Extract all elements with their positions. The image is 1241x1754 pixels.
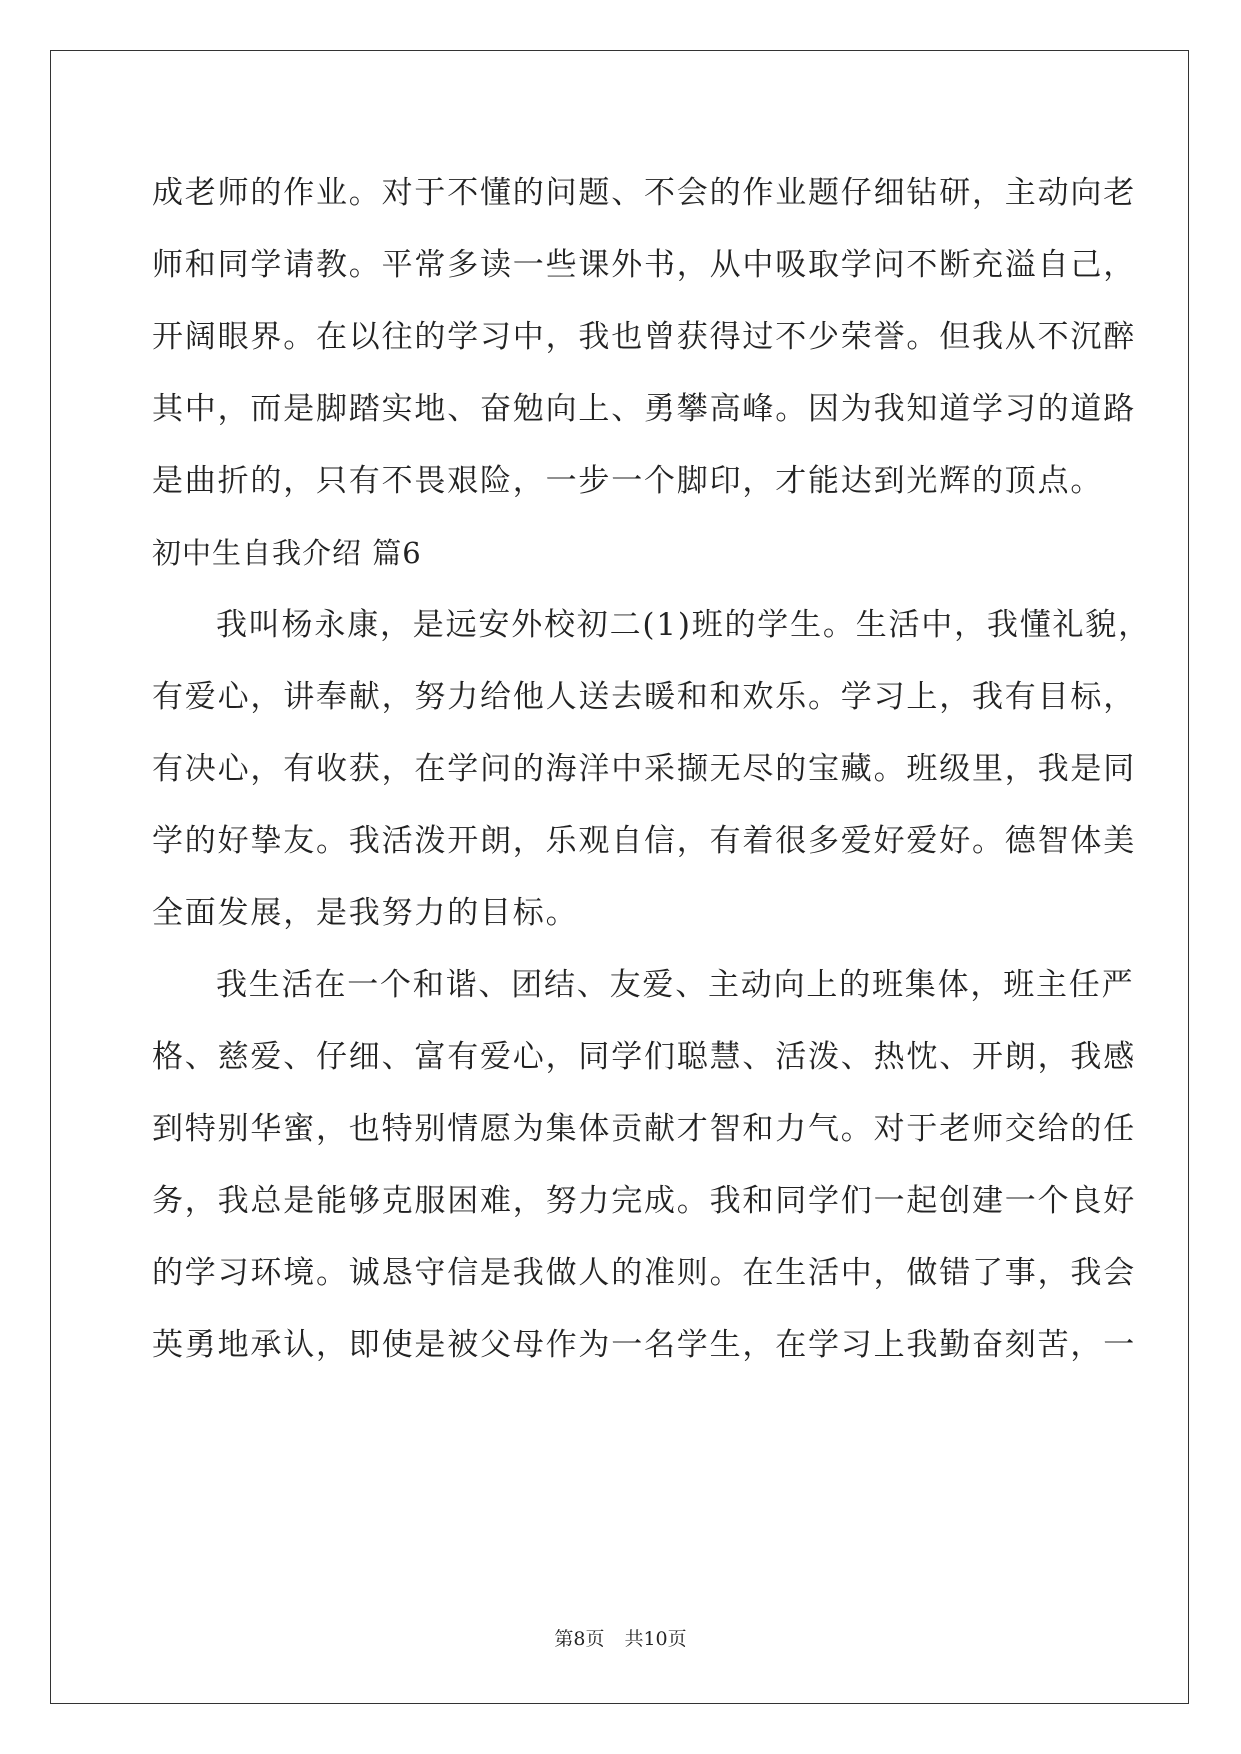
- body-line: 我叫杨永康，是远安外校初二(1)班的学生。生活中，我懂礼貌，: [216, 607, 1151, 643]
- body-line: 到特别华蜜，也特别情愿为集体贡献才智和力气。对于老师交给的任: [152, 1111, 1136, 1147]
- body-line: 开阔眼界。在以往的学习中，我也曾获得过不少荣誉。但我从不沉醉: [152, 319, 1136, 355]
- body-line: 全面发展，是我努力的目标。: [152, 895, 579, 931]
- body-line: 师和同学请教。平常多读一些课外书，从中吸取学问不断充溢自己，: [152, 247, 1136, 283]
- body-line: 成老师的作业。对于不懂的问题、不会的作业题仔细钻研，主动向老: [152, 175, 1136, 211]
- body-line: 其中，而是脚踏实地、奋勉向上、勇攀高峰。因为我知道学习的道路: [152, 391, 1136, 427]
- page-total: 共10页: [624, 1628, 687, 1650]
- page-footer: [0, 1627, 1241, 1651]
- body-line: 务，我总是能够克服困难，努力完成。我和同学们一起创建一个良好: [152, 1183, 1136, 1219]
- body-line: 有爱心，讲奉献，努力给他人送去暖和和欢乐。学习上，我有目标，: [152, 679, 1136, 715]
- body-line: 英勇地承认，即使是被父母作为一名学生，在学习上我勤奋刻苦，一: [152, 1327, 1136, 1363]
- body-line: 有决心，有收获，在学问的海洋中采撷无尽的宝藏。班级里，我是同: [152, 751, 1136, 787]
- section-heading: 初中生自我介绍 篇6: [152, 536, 422, 570]
- body-line: 的学习环境。诚恳守信是我做人的准则。在生活中，做错了事，我会: [152, 1255, 1136, 1291]
- page-border: [50, 50, 1189, 1704]
- body-line: 格、慈爱、仔细、富有爱心，同学们聪慧、活泼、热忱、开朗，我感: [152, 1039, 1136, 1075]
- page-number: 第8页: [554, 1628, 605, 1650]
- body-line: 我生活在一个和谐、团结、友爱、主动向上的班集体，班主任严: [216, 967, 1135, 1003]
- body-line: 是曲折的，只有不畏艰险，一步一个脚印，才能达到光辉的顶点。: [152, 463, 1104, 499]
- body-line: 学的好挚友。我活泼开朗，乐观自信，有着很多爱好爱好。德智体美: [152, 823, 1136, 859]
